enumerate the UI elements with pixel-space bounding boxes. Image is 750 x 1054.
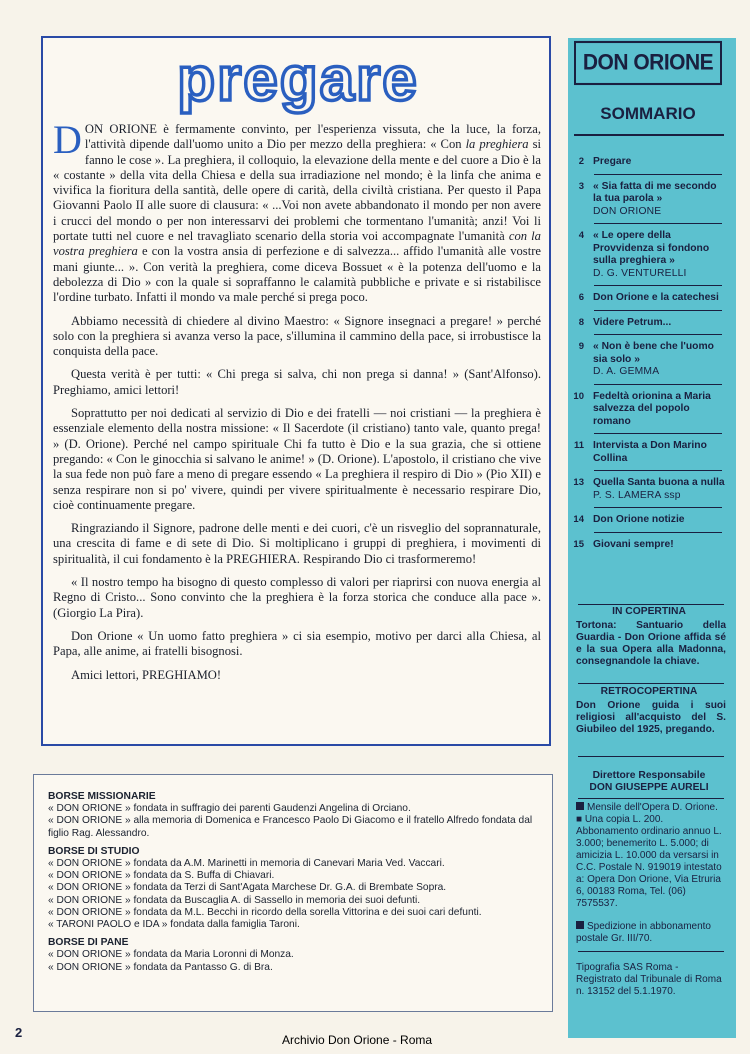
borse-entry: « DON ORIONE » fondata da S. Buffa di Chiavari. — [48, 870, 275, 882]
divider — [578, 756, 724, 757]
toc-page-number: 14 — [573, 514, 584, 525]
divider — [594, 310, 722, 311]
toc-item[interactable] — [570, 477, 728, 502]
borse-entry: « DON ORIONE » fondata da Maria Loronni di Monza. — [48, 949, 294, 961]
copertina-caption: Tortona: Santuario della Guardia - Don Orione affida sé e la sua Opera alla Madonna, consegnandole la chiave. — [576, 620, 726, 667]
toc-title: Don Orione e la catechesi — [593, 292, 719, 303]
archive-credit: Archivio Don Orione - Roma — [282, 1033, 433, 1047]
toc-title: Videre Petrum... — [593, 316, 672, 328]
toc-item[interactable] — [570, 341, 728, 379]
article-title: pregare — [177, 48, 419, 114]
toc-title: Giovani sempre! — [593, 538, 674, 550]
toc-item[interactable] — [570, 539, 728, 552]
toc-page-number: 4 — [578, 230, 584, 241]
toc-title: Fedeltà orionina a Maria salvezza del popolo romano — [593, 390, 711, 427]
toc-item[interactable] — [570, 156, 728, 169]
divider — [594, 285, 722, 286]
borse-section-heading: BORSE MISSIONARIE — [48, 791, 156, 802]
sidebar — [568, 38, 736, 1038]
divider — [578, 683, 724, 684]
toc-page-number: 3 — [578, 180, 584, 192]
article-paragraph: Ringraziando il Signore, padrone delle menti e dei cuori, c'è un risveglio del soprannaturale, una crescita di fame e di sete di Dio. Si moltiplicano i gruppi di preghiera, i movimenti di spiritualità, il cui fondamento è la PREGHIERA. Respirando Dio ci trasformeremo! — [53, 521, 541, 566]
borse-entry: « DON ORIONE » alla memoria di Domenica e Francesco Paolo Di Giacomo e il fratello Alfredo fondata dal figlio Rag. Alessandro. — [48, 815, 533, 839]
toc-author: D. G. VENTURELLI — [593, 267, 687, 279]
postal-info: Spedizione in abbonamento postale Gr. III/70. — [576, 921, 711, 944]
borse-entry: « DON ORIONE » fondata in suffragio dei parenti Gaudenzi Angelina di Orciano. — [48, 803, 411, 815]
copertina-heading: IN COPERTINA — [612, 606, 686, 617]
toc-author: D. A. GEMMA — [593, 366, 660, 377]
toc-item[interactable] — [570, 391, 728, 429]
borse-list — [48, 791, 542, 974]
borse-section-heading: BORSE DI STUDIO — [48, 845, 140, 857]
retrocopertina-heading: RETROCOPERTINA — [600, 686, 698, 697]
article-paragraph: Questa verità è per tutti: « Chi prega si salva, chi non prega si danna! » (Sant'Alfonso). Preghiamo, amici lettori! — [53, 367, 541, 397]
toc-page-number: 10 — [573, 390, 584, 402]
toc-title: « Non è bene che l'uomo sia solo » — [593, 341, 714, 365]
toc-item[interactable] — [570, 292, 728, 305]
sommario-heading: SOMMARIO — [600, 104, 696, 123]
article-title-logo — [153, 48, 443, 118]
toc-item[interactable] — [570, 440, 728, 465]
tipografia-info: Tipografia SAS Roma - Registrato dal Tribunale di Roma n. 13152 del 5.1.1970. — [576, 962, 722, 997]
divider — [594, 470, 722, 471]
toc-title: Intervista a Don Marino Collina — [593, 440, 707, 464]
article-paragraph: « Il nostro tempo ha bisogno di questo complesso di valori per riaprirsi con nuova energia al Regno di Cristo... Sono convinto che la preghiera è la forza storica che conduce alla pace ». (Giorgio La Pira). — [53, 575, 541, 620]
borse-section-heading: BORSE DI PANE — [48, 937, 129, 949]
toc-author: DON ORIONE — [593, 205, 662, 217]
borse-entry: « DON ORIONE » fondata da Buscaglia A. di Sassello in memoria dei suoi defunti. — [48, 894, 421, 906]
borse-entry: « TARONI PAOLO e IDA » fondata dalla famiglia Taroni. — [48, 919, 300, 931]
toc-page-number: 15 — [573, 538, 584, 550]
article-paragraph: Abbiamo necessità di chiedere al divino Maestro: « Signore insegnaci a pregare! » perché solo con la preghiera si avanza verso la pace, s'illumina il cammino della pace, si irrobustisce la conquista della pace. — [53, 313, 541, 359]
divider — [594, 433, 722, 434]
borse-box — [33, 774, 553, 1012]
divider — [594, 507, 722, 508]
borse-entry: « DON ORIONE » fondata da A.M. Marinetti in memoria di Canevari Maria Ved. Vaccari. — [48, 858, 445, 870]
drop-cap: D — [53, 117, 82, 162]
article-box — [41, 36, 551, 746]
borse-entry: « DON ORIONE » fondata da Terzi di Sant'Agata Marchese Dr. G.A. di Brembate Sopra. — [48, 882, 447, 894]
square-bullet-icon — [576, 802, 584, 810]
toc-title: « Sia fatta di me secondo la tua parola » — [593, 180, 717, 204]
toc-item[interactable] — [570, 230, 728, 280]
toc-title: Quella Santa buona a nulla — [593, 477, 725, 488]
divider — [574, 134, 724, 136]
article-paragraph: Soprattutto per noi dedicati al servizio di Dio e dei fratelli — noi cristiani — la preghiera è essenziale elemento della nostra missione: « Il Sacerdote (il cristiano) tanto vale, quanto prega! » (D. Orione). Perché nel campo spirituale Chi fa tutto è Dio e la sua grazia, che si ottiene pregando: « Con le ginocchia si salvano le anime! » (D. Orione). L'apostolo, il cristiano che vive la sua fede non può fare a meno di pregare essendo « La preghiera il respiro di Dio » (Pio XII) e senza respirare non si po' vivere, quindi per vivere spiritualmente è necessario respirare Dio, cioè continuamente pregare. — [53, 406, 541, 512]
magazine-brand: DON ORIONE — [574, 41, 722, 85]
divider — [594, 334, 722, 335]
article-paragraph: DON ORIONE è fermamente convinto, per l'esperienza vissuta, che la luce, la forza, l'attività dipende dall'uomo unito a Dio per mezzo della preghiera: « Con la preghiera si fanno le cose ». La preghiera, il colloquio, la elevazione della mente e del cuore a Dio è la « costante » della vita della Chiesa e della sua irradiazione nel mondo; è la linfa che anima e vivifica la fioritura della santità, delle opere di carità, della civiltà cristiana. Per questo il Papa Giovanni Paolo II alle suore di clausura: « ...Voi non avete abbandonato il mondo per non avere i crucci del mondo o per non interessarvi dei problemi che tormentano l'umanità; anzi! Voi li portate tutti nel cuore e nel travagliato scenario della storia voi accompagnate l'umanità con la vostra preghiera e con la vostra ansia di perfezione e di salvezza... affido l'umanità alle vostre mani giunte... ». Con verità la preghiera, come diceva Bossuet « è la potenza dell'uomo e la debolezza di Dio » con la quale si sopraffanno le calamità pubbliche e private e si ristabilisce l'ordine turbato. Infatti il mondo va male perché si prega poco. — [53, 117, 541, 305]
retrocopertina-caption: Don Orione guida i suoi religiosi all'acquisto del S. Giubileo del 1925, pregando. — [576, 700, 726, 735]
toc-page-number: 2 — [578, 156, 584, 167]
direttore-name: DON GIUSEPPE AURELI — [589, 782, 709, 793]
direttore-label: Direttore Responsabile — [592, 770, 706, 781]
subscription-info: Mensile dell'Opera D. Orione. ■ Una copia L. 200. Abbonamento ordinario annuo L. 3.000; benemerito L. 5.000; di amicizia L. 10.000 da versarsi in C.C. Postale N. 919019 intestato a: Opera Don Orione, Via Etruria 6, 00183 Roma, Tel. (06) 7575537. — [576, 802, 722, 909]
toc-page-number: 13 — [573, 477, 584, 488]
table-of-contents — [570, 156, 728, 551]
toc-page-number: 11 — [573, 440, 584, 451]
square-bullet-icon — [576, 921, 584, 929]
toc-item[interactable] — [570, 514, 728, 527]
toc-title: Pregare — [593, 156, 632, 167]
toc-item[interactable] — [570, 181, 728, 219]
divider — [578, 798, 724, 799]
toc-title: « Le opere della Provvidenza si fondono sulla preghiera » — [593, 230, 710, 266]
toc-title: Don Orione notizie — [593, 514, 685, 525]
toc-page-number: 6 — [578, 292, 584, 303]
borse-entry: « DON ORIONE » fondata da M.L. Becchi in ricordo della sorella Vittorina e dei suoi cari defunti. — [48, 906, 482, 918]
toc-author: P. S. LAMERA ssp — [593, 489, 681, 501]
article-paragraph: Don Orione « Un uomo fatto preghiera » ci sia esempio, motivo per darci alla Chiesa, al Papa, alle anime, ai fratelli bisognosi. — [53, 628, 541, 659]
divider — [578, 951, 724, 952]
borse-entry: « DON ORIONE » fondata da Pantasso G. di Bra. — [48, 961, 273, 973]
divider — [594, 384, 722, 385]
toc-page-number: 9 — [578, 341, 584, 352]
divider — [594, 223, 722, 224]
article-paragraph: Amici lettori, PREGHIAMO! — [71, 667, 222, 682]
toc-page-number: 8 — [578, 316, 584, 328]
divider — [594, 174, 722, 175]
article-body — [53, 117, 541, 691]
divider — [578, 604, 724, 605]
divider — [594, 532, 722, 533]
toc-item[interactable] — [570, 317, 728, 330]
page-number: 2 — [15, 1025, 23, 1040]
